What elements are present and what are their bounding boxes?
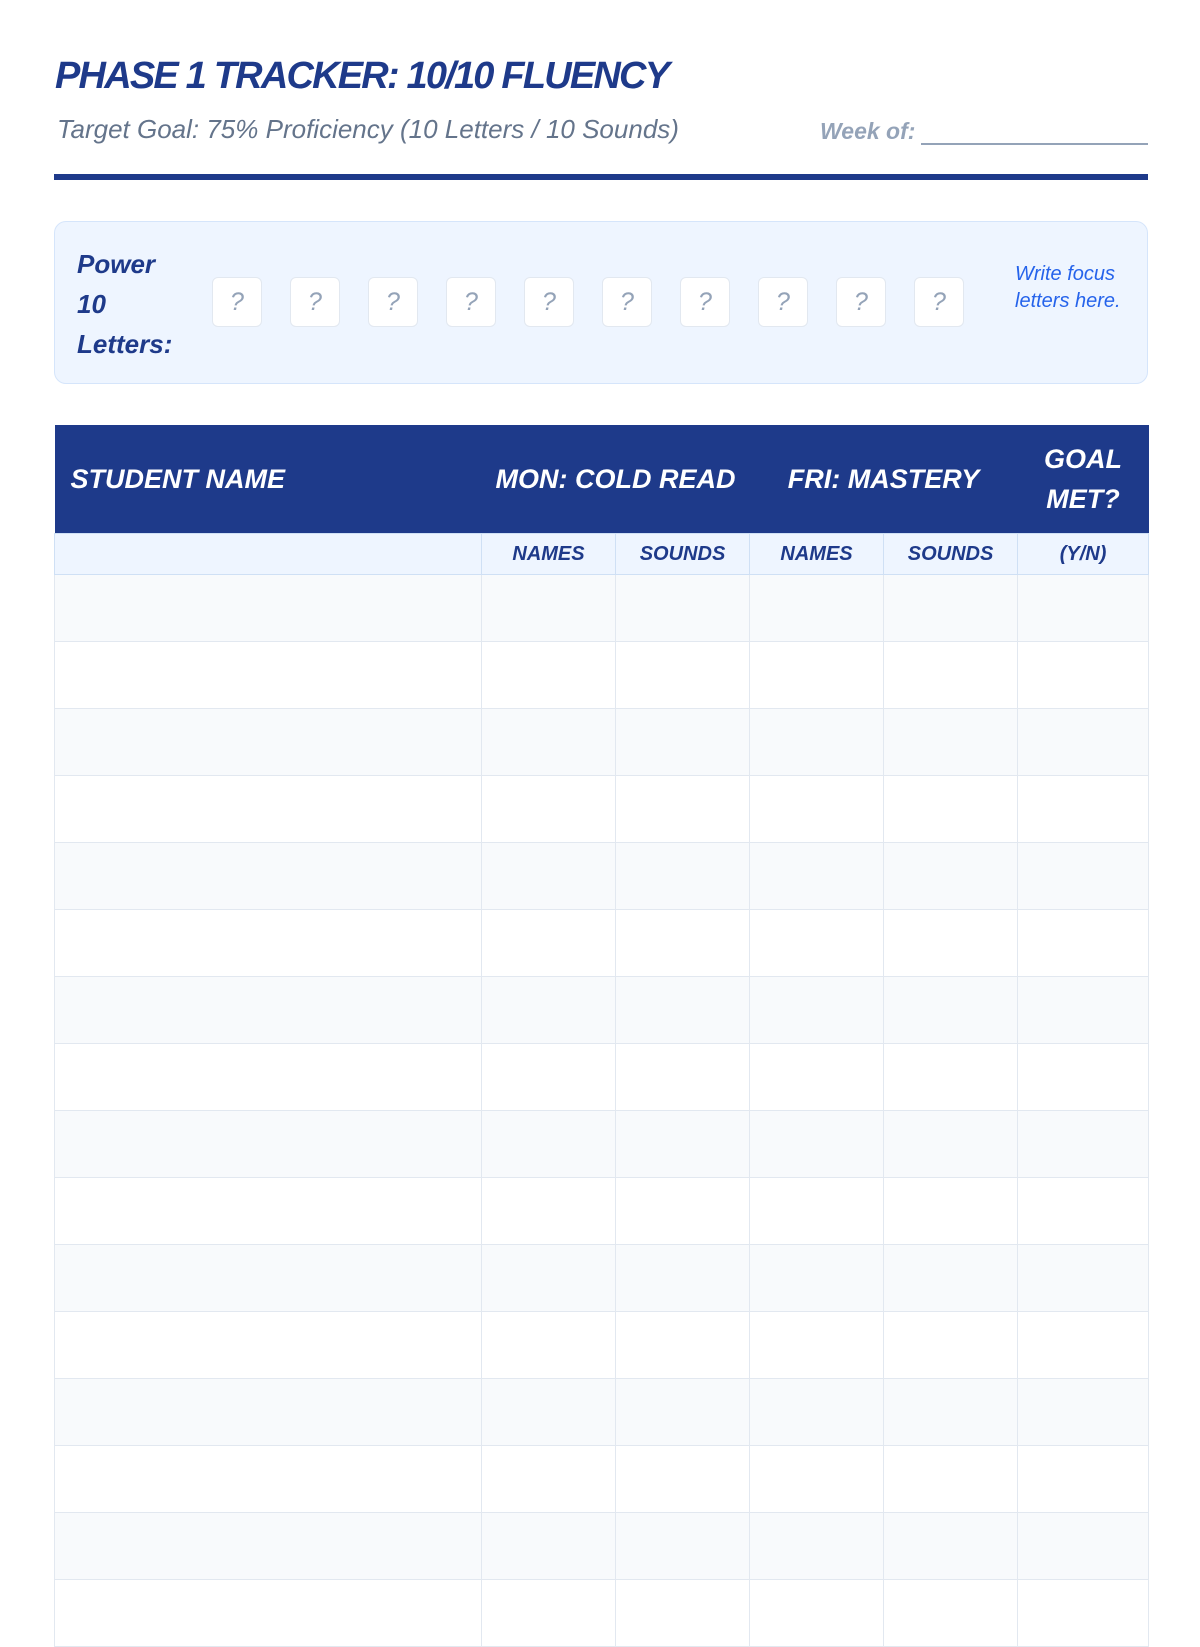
mon-names-cell[interactable] (482, 1044, 616, 1111)
letter-slot[interactable]: ? (290, 277, 340, 327)
subheader-fri-names: NAMES (750, 534, 884, 575)
mon-names-cell[interactable] (482, 642, 616, 709)
goal-met-header: GOAL MET? (1018, 425, 1149, 534)
letter-slots (212, 277, 964, 327)
goal-met-cell[interactable] (1018, 642, 1149, 709)
letter-slot[interactable]: ? (446, 277, 496, 327)
fri-sounds-cell[interactable] (884, 1044, 1018, 1111)
mon-sounds-cell[interactable] (616, 910, 750, 977)
subheader-blank (55, 534, 482, 575)
letter-slot[interactable]: ? (680, 277, 730, 327)
student-name-cell[interactable] (55, 1513, 482, 1580)
table-row (55, 1245, 1149, 1312)
power-10-hint: Write focus letters here. (1015, 263, 1121, 312)
student-name-cell[interactable] (55, 1312, 482, 1379)
fri-names-cell[interactable] (750, 1245, 884, 1312)
student-name-cell[interactable] (55, 910, 482, 977)
mon-names-cell[interactable] (482, 843, 616, 910)
table-row (55, 1513, 1149, 1580)
fri-names-cell[interactable] (750, 1111, 884, 1178)
mon-sounds-cell[interactable] (616, 1178, 750, 1245)
student-name-cell[interactable] (55, 843, 482, 910)
student-name-cell[interactable] (55, 642, 482, 709)
mon-sounds-cell[interactable] (616, 843, 750, 910)
fri-sounds-cell[interactable] (884, 776, 1018, 843)
mon-names-cell[interactable] (482, 776, 616, 843)
power-10-panel (54, 221, 1148, 384)
letter-slot[interactable]: ? (524, 277, 574, 327)
page-title: PHASE 1 TRACKER: 10/10 FLUENCY (55, 55, 669, 97)
fri-sounds-cell[interactable] (884, 1245, 1018, 1312)
table-row (55, 843, 1149, 910)
student-tracker-table (54, 425, 1149, 1647)
fri-names-cell[interactable] (750, 642, 884, 709)
fri-sounds-cell[interactable] (884, 1111, 1018, 1178)
fri-sounds-cell[interactable] (884, 642, 1018, 709)
mon-sounds-cell[interactable] (616, 1446, 750, 1513)
fri-names-cell[interactable] (750, 1446, 884, 1513)
student-name-cell[interactable] (55, 1379, 482, 1446)
mon-sounds-cell[interactable] (616, 575, 750, 642)
goal-met-cell[interactable] (1018, 1513, 1149, 1580)
goal-met-cell[interactable] (1018, 1178, 1149, 1245)
mon-sounds-cell[interactable] (616, 776, 750, 843)
subheader-mon-names: NAMES (482, 534, 616, 575)
goal-met-cell[interactable] (1018, 1312, 1149, 1379)
letter-slot[interactable]: ? (836, 277, 886, 327)
mon-sounds-cell[interactable] (616, 1379, 750, 1446)
fri-names-cell[interactable] (750, 843, 884, 910)
goal-met-cell[interactable] (1018, 1044, 1149, 1111)
fri-sounds-cell[interactable] (884, 1446, 1018, 1513)
mon-names-cell[interactable] (482, 575, 616, 642)
mon-names-cell[interactable] (482, 1245, 616, 1312)
goal-met-cell[interactable] (1018, 1111, 1149, 1178)
table-row (55, 1580, 1149, 1647)
goal-met-cell[interactable] (1018, 1245, 1149, 1312)
mon-names-cell[interactable] (482, 1446, 616, 1513)
student-name-cell[interactable] (55, 709, 482, 776)
student-name-cell[interactable] (55, 1044, 482, 1111)
mon-names-cell[interactable] (482, 1178, 616, 1245)
mon-sounds-cell[interactable] (616, 1044, 750, 1111)
fri-names-cell[interactable] (750, 1513, 884, 1580)
letter-slot[interactable]: ? (212, 277, 262, 327)
mon-names-cell[interactable] (482, 1111, 616, 1178)
mon-sounds-cell[interactable] (616, 1245, 750, 1312)
table-row (55, 1379, 1149, 1446)
subheader-fri-sounds: SOUNDS (884, 534, 1018, 575)
student-name-header: STUDENT NAME (55, 425, 482, 534)
mon-sounds-cell[interactable] (616, 709, 750, 776)
week-of-field (820, 118, 1148, 145)
student-name-cell[interactable] (55, 776, 482, 843)
table-row (55, 1044, 1149, 1111)
letter-slot[interactable]: ? (602, 277, 652, 327)
goal-met-cell[interactable] (1018, 910, 1149, 977)
table-row (55, 1312, 1149, 1379)
power-10-label: Power 10 Letters: (77, 249, 173, 359)
student-name-cell[interactable] (55, 1580, 482, 1647)
mon-names-cell[interactable] (482, 709, 616, 776)
student-name-cell[interactable] (55, 1245, 482, 1312)
fri-sounds-cell[interactable] (884, 1513, 1018, 1580)
fri-names-cell[interactable] (750, 977, 884, 1044)
goal-met-cell[interactable] (1018, 709, 1149, 776)
fri-sounds-cell[interactable] (884, 1580, 1018, 1647)
week-of-label: Week of: (820, 118, 916, 144)
fri-names-cell[interactable] (750, 575, 884, 642)
mon-names-cell[interactable] (482, 910, 616, 977)
fri-sounds-cell[interactable] (884, 575, 1018, 642)
goal-met-cell[interactable] (1018, 1379, 1149, 1446)
student-name-cell[interactable] (55, 1178, 482, 1245)
fri-names-cell[interactable] (750, 709, 884, 776)
fri-sounds-cell[interactable] (884, 1312, 1018, 1379)
mon-sounds-cell[interactable] (616, 1580, 750, 1647)
fri-names-cell[interactable] (750, 1178, 884, 1245)
fri-names-cell[interactable] (750, 1312, 884, 1379)
fri-names-cell[interactable] (750, 910, 884, 977)
mon-sounds-cell[interactable] (616, 1312, 750, 1379)
table-row (55, 1178, 1149, 1245)
fri-sounds-cell[interactable] (884, 709, 1018, 776)
week-of-input-line[interactable] (921, 121, 1148, 145)
header-divider (54, 174, 1148, 180)
student-name-cell[interactable] (55, 977, 482, 1044)
table-row (55, 642, 1149, 709)
fri-sounds-cell[interactable] (884, 843, 1018, 910)
fri-names-cell[interactable] (750, 1379, 884, 1446)
goal-met-cell[interactable] (1018, 977, 1149, 1044)
student-name-cell[interactable] (55, 1446, 482, 1513)
table-row (55, 910, 1149, 977)
target-goal-subtitle: Target Goal: 75% Proficiency (10 Letters / 10 Sounds) (57, 114, 679, 144)
subheader-mon-sounds: SOUNDS (616, 534, 750, 575)
letter-slot[interactable]: ? (758, 277, 808, 327)
mon-names-cell[interactable] (482, 1312, 616, 1379)
goal-met-cell[interactable] (1018, 1446, 1149, 1513)
mon-sounds-cell[interactable] (616, 1111, 750, 1178)
table-subheader-row (55, 534, 1149, 575)
goal-met-cell[interactable] (1018, 575, 1149, 642)
student-name-cell[interactable] (55, 1111, 482, 1178)
mon-cold-read-header: MON: COLD READ (482, 425, 750, 534)
table-row (55, 709, 1149, 776)
goal-met-cell[interactable] (1018, 776, 1149, 843)
table-header-row (55, 425, 1149, 534)
table-row (55, 776, 1149, 843)
table-row (55, 1111, 1149, 1178)
fri-sounds-cell[interactable] (884, 977, 1018, 1044)
student-name-cell[interactable] (55, 575, 482, 642)
fri-sounds-cell[interactable] (884, 1178, 1018, 1245)
letter-slot[interactable]: ? (914, 277, 964, 327)
mon-sounds-cell[interactable] (616, 1513, 750, 1580)
mon-names-cell[interactable] (482, 1513, 616, 1580)
mon-sounds-cell[interactable] (616, 977, 750, 1044)
mon-names-cell[interactable] (482, 1580, 616, 1647)
fri-names-cell[interactable] (750, 776, 884, 843)
fri-names-cell[interactable] (750, 1580, 884, 1647)
mon-sounds-cell[interactable] (616, 642, 750, 709)
table-row (55, 575, 1149, 642)
fri-mastery-header: FRI: MASTERY (750, 425, 1018, 534)
fri-sounds-cell[interactable] (884, 910, 1018, 977)
mon-names-cell[interactable] (482, 977, 616, 1044)
subheader-goal-yn: (Y/N) (1018, 534, 1149, 575)
goal-met-cell[interactable] (1018, 1580, 1149, 1647)
table-row (55, 1446, 1149, 1513)
table-row (55, 977, 1149, 1044)
mon-names-cell[interactable] (482, 1379, 616, 1446)
letter-slot[interactable]: ? (368, 277, 418, 327)
fri-names-cell[interactable] (750, 1044, 884, 1111)
goal-met-cell[interactable] (1018, 843, 1149, 910)
fri-sounds-cell[interactable] (884, 1379, 1018, 1446)
